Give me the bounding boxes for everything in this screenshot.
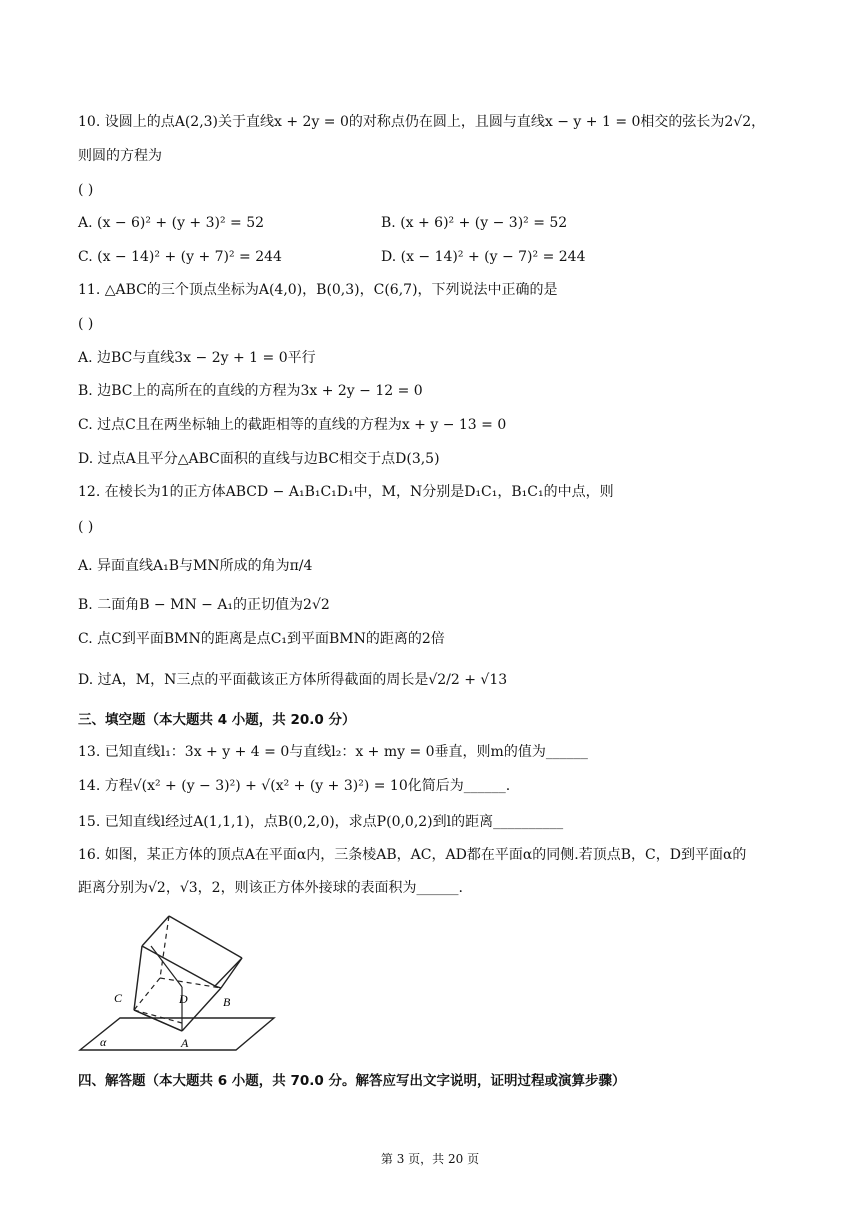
q10-option-a: A. (x − 6)² + (y + 3)² = 52 (78, 215, 265, 231)
q11-answer-paren: ( ) (78, 316, 94, 332)
label-alpha: α (100, 1035, 107, 1049)
q12-option-b: B. 二面角B − MN − A₁的正切值为2√2 (78, 597, 330, 613)
q13: 13. 已知直线l₁：3x + y + 4 = 0与直线l₂：x + my = 0垂直，则m的值为______ (78, 744, 588, 760)
q11-stem: 11. △ABC的三个顶点坐标为A(4,0)，B(0,3)，C(6,7)，下列说法中正确的是 (78, 282, 558, 298)
q10-option-c: C. (x − 14)² + (y + 7)² = 244 (78, 249, 282, 265)
edge-ab (182, 988, 221, 1031)
q10-answer-paren: ( ) (78, 182, 94, 198)
q16-line2: 距离分别为√2，√3，2，则该正方体外接球的表面积为______. (78, 880, 464, 896)
q16-line1: 16. 如图，某正方体的顶点A在平面α内，三条棱AB，AC，AD都在平面α的同侧.若顶点B，C，D到平面α的 (78, 847, 747, 863)
edge-top-front (142, 946, 215, 986)
section-4-heading: 四、解答题（本大题共 6 小题，共 70.0 分。解答应写出文字说明，证明过程或演算步骤） (78, 1073, 626, 1089)
cube-on-plane-figure (78, 910, 278, 1055)
label-c: C (114, 991, 123, 1005)
plane-alpha (80, 1018, 274, 1050)
q10-stem-cont: 则圆的方程为 (78, 148, 162, 164)
q10-option-b: B. (x + 6)² + (y − 3)² = 52 (381, 215, 568, 231)
q12-stem: 12. 在棱长为1的正方体ABCD − A₁B₁C₁D₁中，M，N分别是D₁C₁，B₁C₁的中点，则 (78, 484, 614, 500)
edge-c-up (134, 946, 142, 1010)
q14: 14. 方程√(x² + (y − 3)²) + √(x² + (y + 3)²) = 10化简后为______. (78, 778, 511, 794)
edge-top-right (215, 958, 242, 986)
q11-option-b: B. 边BC上的高所在的直线的方程为3x + 2y − 12 = 0 (78, 383, 423, 399)
q12-option-a: A. 异面直线A₁B与MN所成的角为π/4 (78, 558, 313, 574)
q12-option-d: D. 过A，M，N三点的平面截该正方体所得截面的周长是√2/2 + √13 (78, 672, 508, 688)
edge-b-up (221, 958, 242, 988)
q11-option-c: C. 过点C且在两坐标轴上的截距相等的直线的方程为x + y − 13 = 0 (78, 417, 507, 433)
page-footer: 第 3 页，共 20 页 (380, 1152, 480, 1166)
label-a: A (181, 1036, 189, 1050)
q12-option-c: C. 点C到平面BMN的距离是点C₁到平面BMN的距离的2倍 (78, 631, 445, 647)
edge-d-side (151, 946, 182, 987)
q10-stem: 10. 设圆上的点A(2,3)关于直线x + 2y = 0的对称点仍在圆上，且圆与直线x − y + 1 = 0相交的弦长为2√2， (78, 114, 766, 130)
edge-top-1 (142, 916, 169, 946)
hidden-edge-3 (160, 978, 221, 988)
q12-answer-paren: ( ) (78, 519, 94, 535)
q15: 15. 已知直线l经过A(1,1,1)，点B(0,2,0)，求点P(0,0,2)到l的距离__________ (78, 814, 564, 830)
q10-option-d: D. (x − 14)² + (y − 7)² = 244 (381, 249, 586, 265)
label-b: B (223, 995, 231, 1009)
q11-option-d: D. 过点A且平分△ABC面积的直线与边BC相交于点D(3,5) (78, 451, 440, 467)
q11-option-a: A. 边BC与直线3x − 2y + 1 = 0平行 (78, 350, 316, 366)
section-3-heading: 三、填空题（本大题共 4 小题，共 20.0 分） (78, 712, 356, 728)
label-d: D (179, 992, 188, 1006)
edge-top-2 (169, 916, 242, 958)
